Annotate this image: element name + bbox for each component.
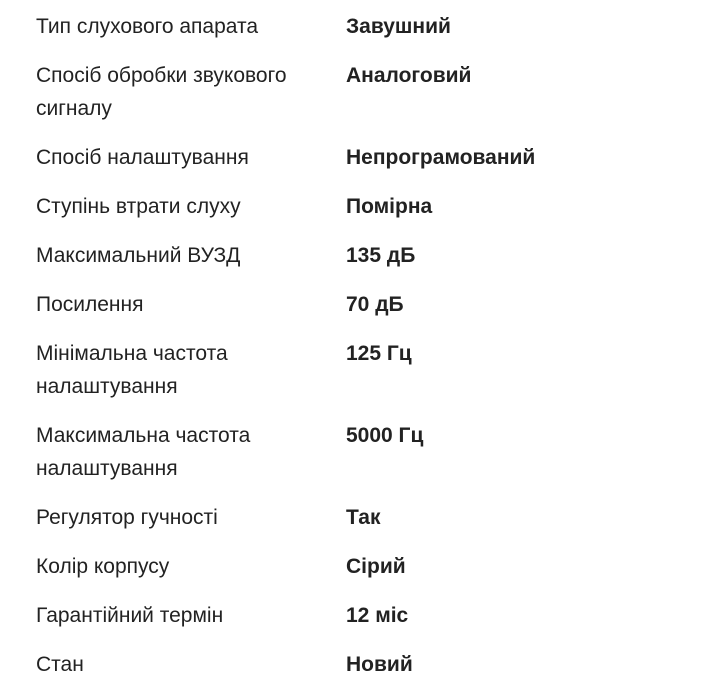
spec-label: Регулятор гучності — [36, 506, 218, 529]
spec-value: 70 дБ — [346, 293, 404, 316]
spec-value: 125 Гц — [346, 342, 412, 365]
spec-value: 12 міс — [346, 604, 409, 627]
spec-label: Мінімальна частота налаштування — [36, 342, 228, 398]
spec-row — [36, 337, 676, 419]
spec-row — [36, 10, 676, 59]
spec-value: 5000 Гц — [346, 424, 424, 447]
spec-row — [36, 419, 676, 501]
spec-value: Сірий — [346, 555, 406, 578]
spec-row — [36, 59, 676, 141]
spec-row — [36, 141, 676, 190]
spec-value: Новий — [346, 653, 413, 676]
spec-row — [36, 239, 676, 288]
spec-value: Завушний — [346, 15, 451, 38]
specs-table — [36, 10, 676, 697]
spec-value: Так — [346, 506, 381, 529]
spec-label: Максимальна частота налаштування — [36, 424, 251, 480]
spec-label: Спосіб обробки звукового сигналу — [36, 64, 287, 120]
spec-row — [36, 648, 676, 697]
spec-row — [36, 288, 676, 337]
spec-row — [36, 599, 676, 648]
spec-label: Посилення — [36, 293, 144, 316]
spec-label: Ступінь втрати слуху — [36, 195, 241, 218]
spec-label: Тип слухового апарата — [36, 15, 259, 38]
spec-value: Непрограмований — [346, 146, 536, 169]
spec-label: Гарантійний термін — [36, 604, 224, 627]
spec-row — [36, 190, 676, 239]
spec-label: Колір корпусу — [36, 555, 170, 578]
spec-row — [36, 550, 676, 599]
spec-value: Аналоговий — [346, 64, 472, 87]
spec-label: Спосіб налаштування — [36, 146, 249, 169]
spec-label: Максимальний ВУЗД — [36, 244, 241, 267]
spec-value: Помірна — [346, 195, 433, 218]
spec-label: Стан — [36, 653, 84, 676]
spec-value: 135 дБ — [346, 244, 416, 267]
spec-row — [36, 501, 676, 550]
